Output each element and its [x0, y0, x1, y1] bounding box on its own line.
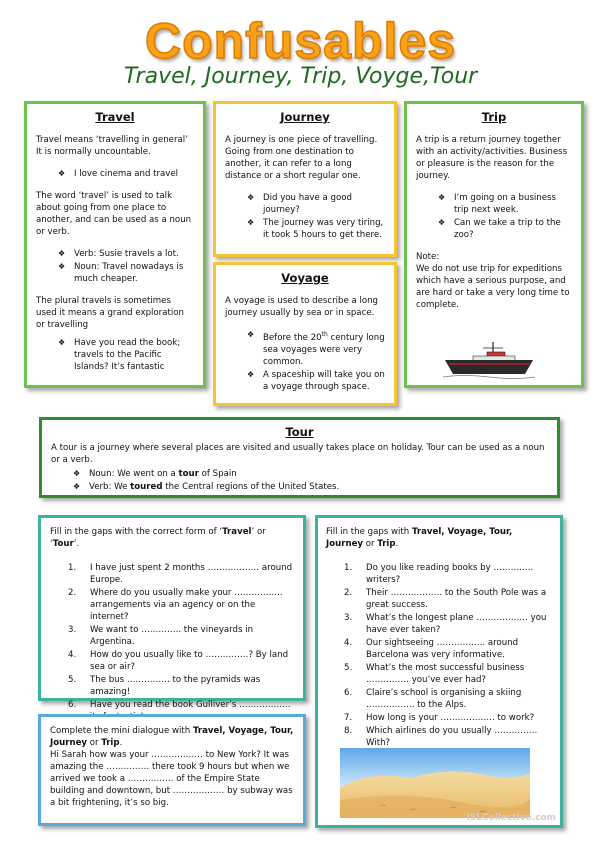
travel-example: ❖ Have you read the book; travels to the Pacific Islands? It’s fantastic: [36, 337, 194, 373]
travel-examples-2: [36, 248, 194, 285]
desert-landscape-image: [340, 748, 530, 818]
exercise-item: [326, 562, 552, 586]
travel-heading: Travel: [95, 110, 135, 124]
travel-examples-1: [36, 168, 194, 180]
trip-examples: [416, 192, 572, 241]
voyage-heading: Voyage: [281, 271, 329, 285]
exercise-item: [326, 662, 552, 686]
voyage-definition: A voyage is used to describe a long journey usually by sea or in space.: [225, 296, 379, 318]
exercise-instructions: Complete the mini dialogue with Travel, Voyage, Tour, Journey or Trip.: [50, 726, 294, 748]
exercise-instructions: Fill in the gaps with the correct form of ‘Travel’ or ‘Tour’.: [50, 527, 266, 549]
tour-example: ❖ Verb: We toured the Central regions of the United States.: [51, 481, 548, 493]
trip-note: We do not use trip for expeditions which have a serious purpose, and are hard or take a very long time to complete.: [416, 264, 570, 310]
journey-example: ❖ Did you have a good journey?: [225, 192, 385, 216]
tour-examples: [51, 468, 548, 493]
item-number: 7.: [344, 713, 353, 723]
item-number: 6.: [68, 700, 77, 710]
item-number: 3.: [344, 613, 353, 623]
exercise-item: [326, 612, 552, 636]
exercise-mini-dialogue: [38, 714, 306, 826]
exercise-item: [326, 687, 552, 711]
item-number: 5.: [68, 675, 77, 685]
item-number: 3.: [68, 625, 77, 635]
exercise-item: [50, 587, 294, 623]
tour-definition: A tour is a journey where several places are visited and usually takes place on holiday. Tour can be used as a noun or a verb.: [51, 443, 545, 465]
voyage-example: ❖ Before the 20th century long sea voyages were very common.: [225, 329, 385, 368]
trip-example: ❖ Can we take a trip to the zoo?: [416, 217, 572, 241]
exercise-list: [50, 562, 294, 723]
travel-definition: Travel means ‘travelling in general’ It is normally uncountable.: [36, 135, 188, 157]
item-text: Do you like reading books by ………….. writers?: [366, 563, 534, 585]
item-number: 1.: [344, 563, 353, 573]
travel-usage: The word ‘travel’ is used to talk about going from one place to another, and can be used as a noun or verb.: [36, 191, 192, 237]
item-text: Which airlines do you usually …………… With?: [366, 726, 538, 748]
journey-definition: A journey is one piece of travelling. Going from one destination to another, it can refer to a long distance or a short regular one.: [225, 135, 378, 181]
tour-example: ❖ Noun: We went on a tour of Spain: [51, 468, 548, 480]
item-text: I have just spent 2 months ……………… around Europe.: [90, 563, 293, 585]
exercise-item: [326, 725, 552, 749]
item-text: Where do you usually make your …………….. arrangements via an agency or on the internet?: [90, 588, 283, 622]
tour-box: [39, 417, 560, 498]
item-number: 2.: [68, 588, 77, 598]
journey-example: ❖ The journey was very tiring, it took 5 hours to get there.: [225, 217, 385, 241]
page-title: Confusables: [144, 13, 457, 69]
page-subtitle: Travel, Journey, Trip, Voyge,Tour: [123, 64, 478, 89]
trip-definition: A trip is a return journey together with an activity/activities. Business or pleasure is the reason for the journey.: [416, 135, 568, 181]
voyage-example: ❖ A spaceship will take you on a voyage through space.: [225, 369, 385, 393]
item-number: 5.: [344, 663, 353, 673]
item-text: Their ……………… to the South Pole was a great success.: [366, 588, 547, 610]
item-number: 4.: [68, 650, 77, 660]
exercise-travel-tour: [38, 515, 306, 710]
item-text: Claire’s school is organising a skiing …………….. to the Alps.: [366, 688, 522, 710]
item-number: 4.: [344, 638, 353, 648]
item-text: What’s the longest plane ……………… you have ever taken?: [366, 613, 547, 635]
journey-heading: Journey: [280, 110, 330, 124]
item-number: 2.: [344, 588, 353, 598]
travel-box: [24, 101, 206, 388]
item-number: 6.: [344, 688, 353, 698]
travel-example: ❖ Noun: Travel nowadays is much cheaper.: [36, 261, 194, 285]
tour-heading: Tour: [285, 425, 314, 439]
item-text: Our sightseeing …………….. around Barcelona was very informative.: [366, 638, 519, 660]
exercise-item: [326, 587, 552, 611]
exercise-item: [50, 624, 294, 648]
journey-examples: [225, 192, 385, 241]
ship-icon: [443, 340, 535, 380]
dialogue-text: Hi Sarah how was your ……………… to New York? It was amazing the …………… there took 9 hours but when we arrived we took a ……………. of the Empire State building and downtown, but ……………… by subway was a bit frightening, it’s so big.: [50, 750, 293, 808]
exercise-all-words: [315, 515, 563, 828]
exercise-item: [50, 649, 294, 673]
exercise-item: [326, 637, 552, 661]
voyage-box: [213, 262, 397, 406]
travel-plural: The plural travels is sometimes used it means a grand exploration or travelling: [36, 296, 184, 330]
item-text: How do you usually like to ……………? By land sea or air?: [90, 650, 289, 672]
travel-example: ❖ Verb: Susie travels a lot.: [36, 248, 194, 260]
trip-example: ❖ I’m going on a business trip next week.: [416, 192, 572, 216]
voyage-examples: [225, 329, 385, 393]
item-text: We want to ………….. the vineyards in Argentina.: [90, 625, 254, 647]
item-text: What’s the most successful business …………… you’ve ever had?: [366, 663, 525, 685]
exercise-instructions: Fill in the gaps with Travel, Voyage, Tour, Journey or Trip.: [326, 527, 513, 549]
item-text: The bus …………… to the pyramids was amazing!: [90, 675, 261, 697]
item-text: How long is your ………………. to work?: [366, 713, 535, 723]
trip-box: [404, 101, 584, 388]
exercise-list: [326, 562, 552, 762]
exercise-item: [50, 562, 294, 586]
item-number: 8.: [344, 726, 353, 736]
trip-heading: Trip: [481, 110, 507, 124]
trip-note-label: Note:: [416, 252, 440, 262]
item-text: Have you read the book Gulliver’s ………………: [90, 700, 291, 710]
exercise-item: [326, 712, 552, 724]
travel-example: ❖ I love cinema and travel: [36, 168, 194, 180]
exercise-item: [50, 674, 294, 698]
journey-box: [213, 101, 397, 257]
watermark: iSLCollective.com: [466, 813, 556, 823]
travel-examples-3: [36, 337, 194, 373]
item-number: 1.: [68, 563, 77, 573]
